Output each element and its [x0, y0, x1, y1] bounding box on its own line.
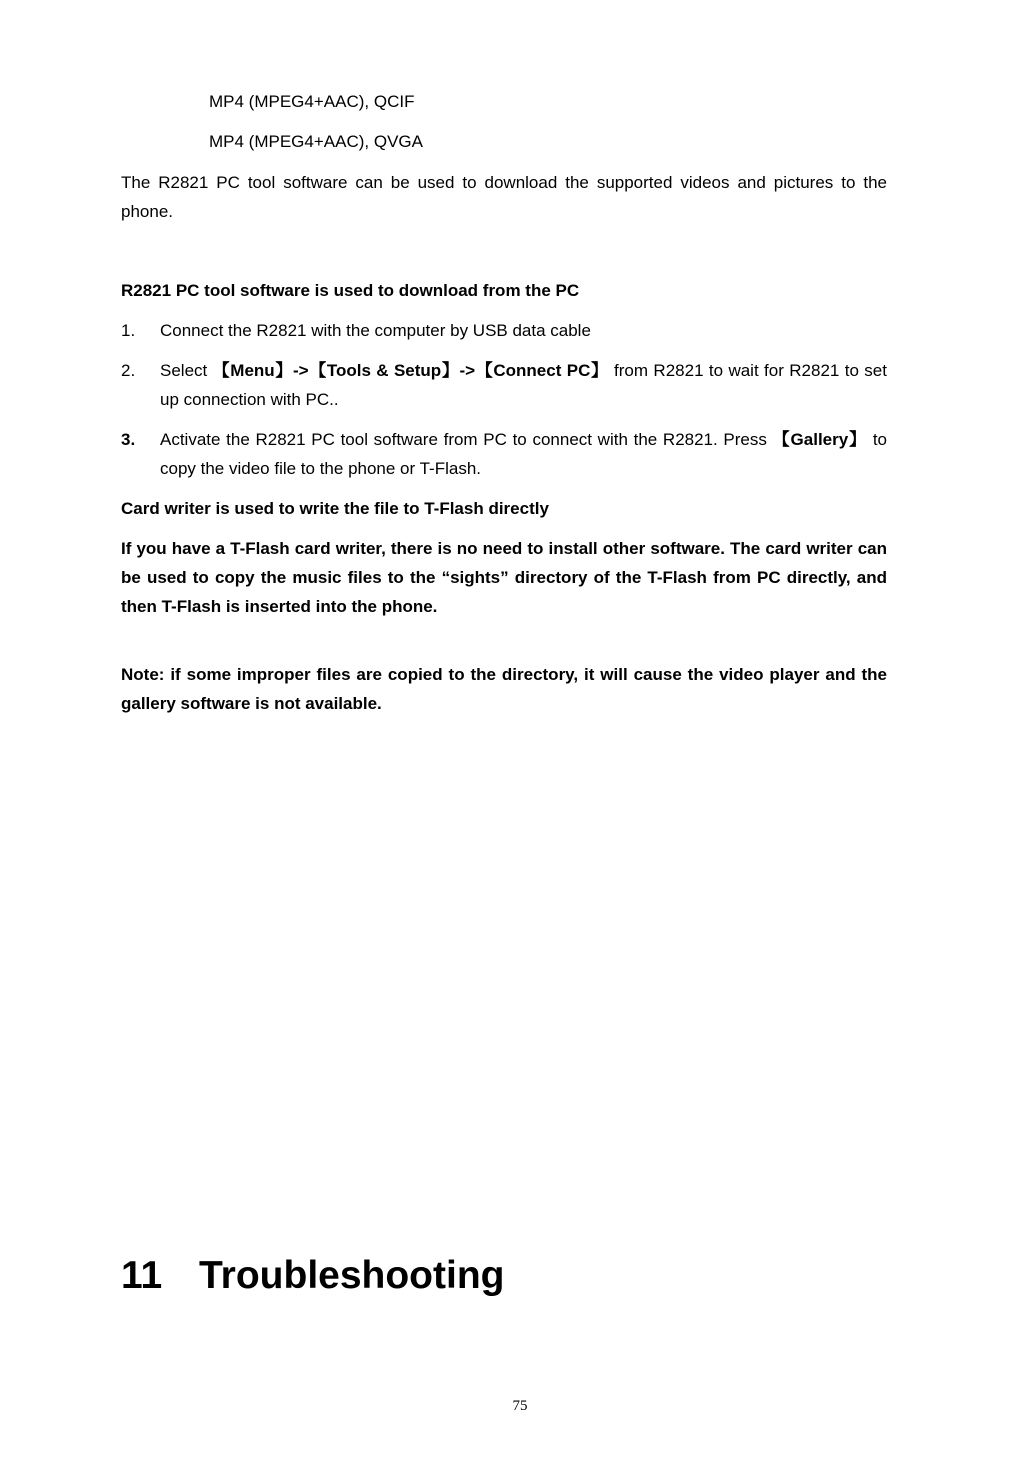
chapter-heading [121, 1252, 504, 1300]
card-writer-paragraph: If you have a T-Flash card writer, there is no need to install other software. The card writer can be used to copy the music files to the “sights” directory of the T-Flash from PC directly, and then T-Flash is inserted into the phone. [121, 539, 887, 616]
chapter-number: 11 [121, 1254, 163, 1297]
section-heading-pc-tool: R2821 PC tool software is used to download from the PC [121, 281, 580, 300]
list-number: 1. [121, 321, 136, 340]
list-number: 2. [121, 361, 136, 380]
list-text: Connect the R2821 with the computer by USB data cable [160, 321, 591, 340]
list-item [121, 316, 887, 345]
list-number: 3. [121, 430, 136, 449]
page-number: 75 [512, 1398, 528, 1414]
list-text [160, 425, 887, 483]
menu-path: 【Menu】->【Tools & Setup】->【Connect PC】 [212, 361, 609, 380]
list-text-prefix: Select [160, 361, 213, 380]
section-heading-card-writer: Card writer is used to write the file to T-Flash directly [121, 499, 549, 518]
list-text-suffix: from R2821 to wait for R2821 to set up connection with PC.. [160, 361, 887, 409]
list-item [121, 425, 887, 483]
chapter-title: Troubleshooting [199, 1254, 505, 1297]
list-text [160, 356, 887, 414]
format-item: MP4 (MPEG4+AAC), QCIF [209, 92, 415, 111]
list-text-suffix: to copy the video file to the phone or T-Flash. [160, 430, 887, 478]
list-item [121, 356, 887, 414]
list-text-prefix: Activate the R2821 PC tool software from PC to connect with the R2821. Press [160, 430, 773, 449]
note-paragraph: Note: if some improper files are copied to the directory, it will cause the video player and the gallery software is not available. [121, 665, 887, 713]
format-item: MP4 (MPEG4+AAC), QVGA [209, 132, 423, 151]
gallery-key: 【Gallery】 [772, 430, 868, 449]
intro-paragraph: The R2821 PC tool software can be used to download the supported videos and pictures to the phone. [121, 173, 887, 221]
